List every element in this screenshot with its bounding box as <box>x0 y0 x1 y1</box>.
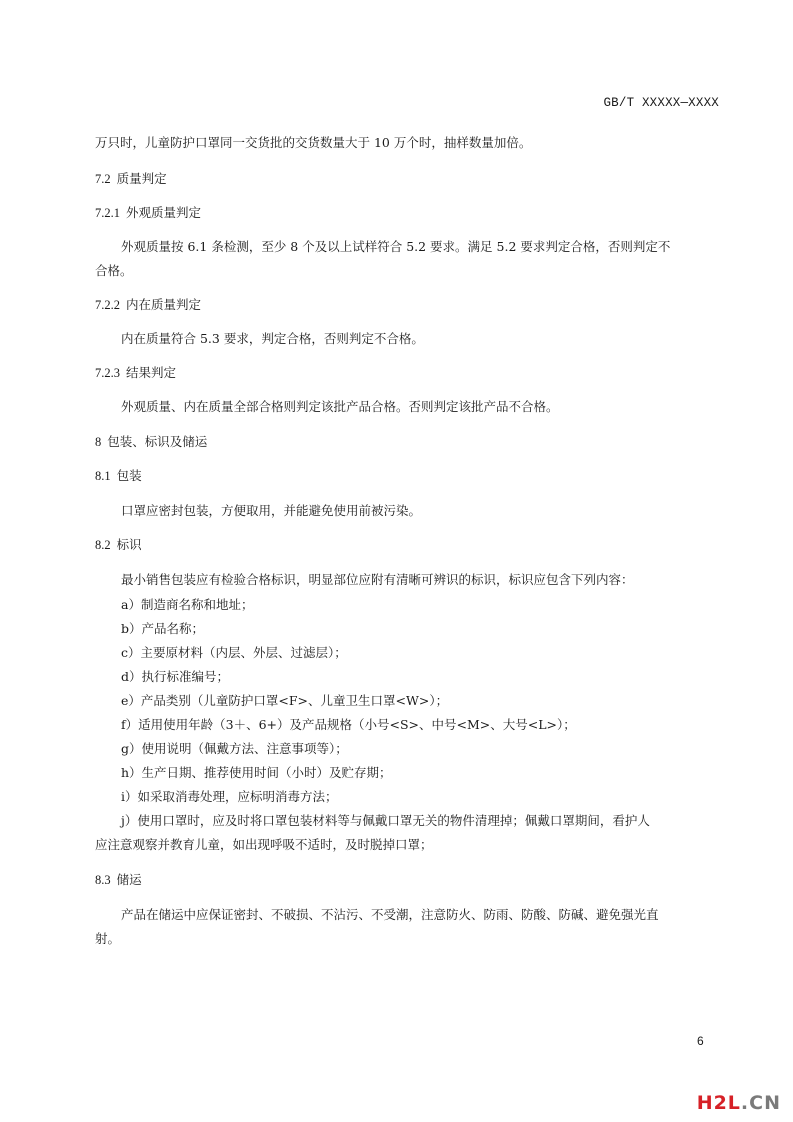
heading-title: 储运 <box>116 872 142 887</box>
heading-8-1 <box>95 468 142 484</box>
list-item-h: h）生产日期、推荐使用时间（小时）及贮存期； <box>121 765 392 780</box>
heading-8-2 <box>95 537 142 553</box>
list-item-a: a）制造商名称和地址； <box>121 597 254 612</box>
paragraph-8-1: 口罩应密封包装，方便取用，并能避免使用前被污染。 <box>121 503 422 518</box>
heading-number: 8.1 <box>95 469 111 483</box>
paragraph-7-2-1-line1: 外观质量按 6.1 条检测，至少 8 个及以上试样符合 5.2 要求。满足 5.2 要求判定合格，否则判定不 <box>121 239 671 254</box>
site-watermark-logo <box>697 1092 781 1114</box>
heading-7-2-1 <box>95 205 201 221</box>
heading-number: 8.2 <box>95 538 111 552</box>
heading-7-2-2 <box>95 297 201 313</box>
standard-code-header: GB/T XXXXX—XXXX <box>603 96 719 110</box>
paragraph-8-2: 最小销售包装应有检验合格标识，明显部位应附有清晰可辨识的标识，标识应包含下列内容： <box>121 572 634 587</box>
heading-number: 7.2.2 <box>95 298 120 312</box>
paragraph-continuation: 万只时，儿童防护口罩同一交货批的交货数量大于 10 万个时，抽样数量加倍。 <box>95 135 532 150</box>
heading-number: 8.3 <box>95 873 111 887</box>
heading-title: 标识 <box>116 537 142 552</box>
list-item-c: c）主要原材料（内层、外层、过滤层）； <box>121 645 347 660</box>
paragraph-7-2-2: 内在质量符合 5.3 要求，判定合格，否则判定不合格。 <box>121 331 424 346</box>
list-item-g: g）使用说明（佩戴方法、注意事项等）； <box>121 741 348 756</box>
watermark-part1: H2L <box>696 1092 741 1114</box>
heading-number: 7.2 <box>95 172 111 186</box>
heading-number: 7.2.3 <box>95 366 120 380</box>
list-item-i: i）如采取消毒处理，应标明消毒方法； <box>121 789 338 804</box>
heading-number: 7.2.1 <box>95 206 120 220</box>
heading-title: 包装 <box>116 468 142 483</box>
heading-title: 内在质量判定 <box>126 297 202 312</box>
paragraph-7-2-1-line2: 合格。 <box>95 263 133 278</box>
list-item-e: e）产品类别（儿童防护口罩<F>、儿童卫生口罩<W>）； <box>121 693 449 708</box>
heading-title: 包装、标识及储运 <box>107 434 208 449</box>
heading-title: 结果判定 <box>126 365 177 380</box>
list-item-j-line2: 应注意观察并教育儿童，如出现呼吸不适时，及时脱掉口罩； <box>95 837 433 852</box>
paragraph-7-2-3: 外观质量、内在质量全部合格则判定该批产品合格。否则判定该批产品不合格。 <box>121 399 559 414</box>
list-item-b: b）产品名称； <box>121 621 205 636</box>
paragraph-8-3-line2: 射。 <box>95 931 121 946</box>
list-item-j-line1: j）使用口罩时，应及时将口罩包装材料等与佩戴口罩无关的物件清理掉；佩戴口罩期间，看护人 <box>121 813 650 828</box>
list-item-d: d）执行标准编号； <box>121 669 230 684</box>
paragraph-8-3-line1: 产品在储运中应保证密封、不破损、不沾污、不受潮，注意防火、防雨、防酸、防碱、避免强光直 <box>121 907 659 922</box>
page-number: 6 <box>697 1034 704 1048</box>
list-item-f: f）适用使用年龄（3＋、6+）及产品规格（小号<S>、中号<M>、大号<L>）； <box>121 717 576 732</box>
heading-title: 质量判定 <box>116 171 167 186</box>
heading-number: 8 <box>95 435 102 449</box>
watermark-part2: .CN <box>740 1092 781 1114</box>
heading-7-2 <box>95 171 167 187</box>
heading-8 <box>95 434 207 450</box>
heading-8-3 <box>95 872 142 888</box>
heading-7-2-3 <box>95 365 176 381</box>
heading-title: 外观质量判定 <box>126 205 202 220</box>
